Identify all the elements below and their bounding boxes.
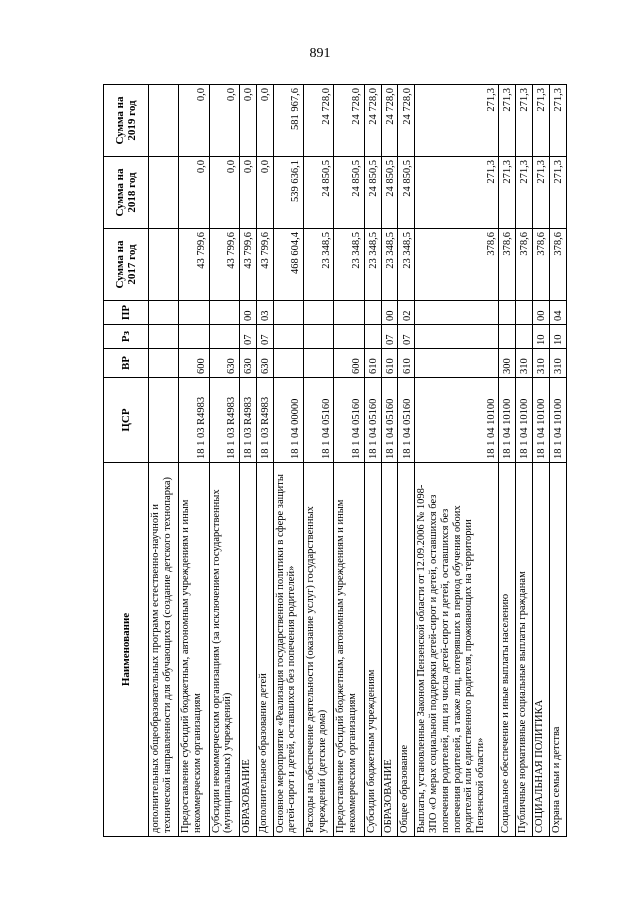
cell-sum-2019 [149,85,179,157]
cell-sum-2019: 271,3 [415,85,499,157]
cell-rz [334,325,364,349]
cell-sum-2019: 0,0 [256,85,273,157]
cell-sum-2019: 24 728,0 [381,85,398,157]
cell-vr: 610 [398,349,415,378]
cell-sum-2017: 43 799,6 [256,229,273,301]
cell-pr [179,301,209,325]
table-row [209,85,239,837]
cell-name: Субсидии бюджетным учреждениям [364,463,381,837]
cell-sum-2017: 23 348,5 [334,229,364,301]
header-sum-2019: Сумма на 2019 год [104,85,149,157]
cell-rz: 07 [398,325,415,349]
cell-csr: 18 1 03 R4983 [256,378,273,463]
cell-sum-2019: 24 728,0 [364,85,381,157]
cell-sum-2018: 271,3 [499,157,516,229]
cell-rz: 10 [549,325,566,349]
header-sum-2017: Сумма на 2017 год [104,229,149,301]
cell-vr: 310 [533,349,550,378]
cell-rz: 07 [381,325,398,349]
table-body [149,85,567,837]
table-header-row [104,85,149,837]
cell-sum-2017: 43 799,6 [179,229,209,301]
cell-vr [273,349,303,378]
cell-rz [516,325,533,349]
cell-sum-2018: 24 850,5 [398,157,415,229]
cell-csr: 18 1 03 R4983 [209,378,239,463]
cell-name: Основное мероприятие «Реализация государственной политики в сфере защиты детей-сирот и детей, оставшихся без попечения родителей» [273,463,303,837]
cell-sum-2018: 271,3 [549,157,566,229]
cell-sum-2017: 378,6 [415,229,499,301]
cell-sum-2018 [149,157,179,229]
budget-table [103,84,567,837]
cell-sum-2018: 0,0 [256,157,273,229]
cell-rz [273,325,303,349]
cell-vr: 600 [179,349,209,378]
cell-csr: 18 1 03 R4983 [239,378,256,463]
cell-pr [516,301,533,325]
cell-rz [415,325,499,349]
cell-name: Предоставление субсидий бюджетным, автономным учреждениям и иным некоммерческим организациям [179,463,209,837]
header-sum-2018: Сумма на 2018 год [104,157,149,229]
cell-sum-2017 [149,229,179,301]
cell-sum-2017: 23 348,5 [381,229,398,301]
cell-pr [364,301,381,325]
cell-pr: 00 [239,301,256,325]
cell-pr [334,301,364,325]
table-row [273,85,303,837]
table-row [533,85,550,837]
cell-name: ОБРАЗОВАНИЕ [239,463,256,837]
cell-name: дополнительных общеобразовательных программ естественно-научной и технической направленности для обучающихся (создание детского технопарка) [149,463,179,837]
header-pr: ПР [104,301,149,325]
cell-csr: 18 1 04 05160 [334,378,364,463]
cell-sum-2017: 43 799,6 [239,229,256,301]
cell-sum-2018: 271,3 [516,157,533,229]
cell-csr: 18 1 04 10100 [415,378,499,463]
table-row [381,85,398,837]
cell-pr [149,301,179,325]
cell-sum-2017: 378,6 [549,229,566,301]
cell-rz [179,325,209,349]
cell-vr: 610 [381,349,398,378]
cell-vr: 310 [549,349,566,378]
cell-name: Социальное обеспечение и иные выплаты населению [499,463,516,837]
cell-csr: 18 1 04 10100 [533,378,550,463]
cell-sum-2017: 23 348,5 [398,229,415,301]
table-row [549,85,566,837]
cell-csr: 18 1 04 05160 [364,378,381,463]
cell-name: ОБРАЗОВАНИЕ [381,463,398,837]
rotated-table-container [103,85,567,837]
cell-sum-2019: 271,3 [516,85,533,157]
cell-sum-2018: 271,3 [415,157,499,229]
cell-sum-2018: 24 850,5 [381,157,398,229]
cell-rz [499,325,516,349]
cell-sum-2019: 0,0 [209,85,239,157]
cell-name: Расходы на обеспечение деятельности (оказание услуг) государственных учреждений (детские дома) [304,463,334,837]
cell-pr [415,301,499,325]
cell-pr [304,301,334,325]
cell-sum-2019: 0,0 [179,85,209,157]
cell-name: Общее образование [398,463,415,837]
cell-sum-2018: 24 850,5 [364,157,381,229]
cell-pr: 04 [549,301,566,325]
cell-pr: 00 [381,301,398,325]
cell-name: Предоставление субсидий бюджетным, автономным учреждениям и иным некоммерческим организациям [334,463,364,837]
header-rz: Рз [104,325,149,349]
cell-sum-2018: 0,0 [239,157,256,229]
cell-rz: 07 [256,325,273,349]
cell-vr [149,349,179,378]
cell-sum-2017: 468 604,4 [273,229,303,301]
cell-rz [304,325,334,349]
cell-csr: 18 1 04 00000 [273,378,303,463]
cell-sum-2019: 24 728,0 [304,85,334,157]
table-row [256,85,273,837]
table-row [149,85,179,837]
cell-rz: 10 [533,325,550,349]
cell-rz [364,325,381,349]
cell-csr: 18 1 04 05160 [398,378,415,463]
table-row [516,85,533,837]
cell-sum-2018: 24 850,5 [304,157,334,229]
cell-name: Выплаты, установленные Законом Пензенской области от 12.09.2006 № 1098-ЗПО «О мерах социальной поддержки детей-сирот и детей, оставшихся без попечения родителей, лиц из числа детей-сирот и детей, оставшихся без попечения родителей, а также лиц, потерявших в период обучения обоих родителей или единственного родителя, проживающих на территории Пензенской области» [415,463,499,837]
table-row [415,85,499,837]
cell-sum-2017: 43 799,6 [209,229,239,301]
cell-csr: 18 1 04 05160 [304,378,334,463]
cell-vr: 630 [209,349,239,378]
cell-vr: 310 [516,349,533,378]
header-vr: ВР [104,349,149,378]
cell-vr: 630 [256,349,273,378]
cell-pr: 02 [398,301,415,325]
cell-sum-2019: 271,3 [549,85,566,157]
table-row [179,85,209,837]
cell-sum-2017: 23 348,5 [304,229,334,301]
cell-name: Публичные нормативные социальные выплаты гражданам [516,463,533,837]
cell-sum-2018: 271,3 [533,157,550,229]
table-row [398,85,415,837]
cell-sum-2018: 539 636,1 [273,157,303,229]
cell-sum-2019: 24 728,0 [398,85,415,157]
page-number: 891 [309,46,331,61]
cell-csr: 18 1 04 10100 [549,378,566,463]
header-name: Наименование [104,463,149,837]
cell-sum-2017: 378,6 [499,229,516,301]
cell-sum-2018: 0,0 [179,157,209,229]
cell-sum-2019: 271,3 [533,85,550,157]
table-row [334,85,364,837]
cell-csr: 18 1 04 05160 [381,378,398,463]
cell-vr: 600 [334,349,364,378]
cell-sum-2019: 24 728,0 [334,85,364,157]
cell-sum-2019: 0,0 [239,85,256,157]
cell-sum-2017: 378,6 [533,229,550,301]
cell-pr [499,301,516,325]
cell-sum-2017: 378,6 [516,229,533,301]
cell-csr [149,378,179,463]
cell-pr [273,301,303,325]
cell-vr: 300 [499,349,516,378]
table-row [499,85,516,837]
cell-csr: 18 1 04 10100 [499,378,516,463]
cell-sum-2018: 24 850,5 [334,157,364,229]
cell-sum-2018: 0,0 [209,157,239,229]
table-row [239,85,256,837]
cell-vr [415,349,499,378]
header-csr: ЦСР [104,378,149,463]
cell-name: Субсидии некоммерческим организациям (за исключением государственных (муниципальных) учреждений) [209,463,239,837]
cell-pr: 03 [256,301,273,325]
cell-sum-2019: 271,3 [499,85,516,157]
table-row [364,85,381,837]
cell-rz [149,325,179,349]
cell-rz: 07 [239,325,256,349]
cell-csr: 18 1 04 10100 [516,378,533,463]
cell-name: Дополнительное образование детей [256,463,273,837]
cell-vr [304,349,334,378]
cell-pr [209,301,239,325]
cell-csr: 18 1 03 R4983 [179,378,209,463]
table-row [304,85,334,837]
cell-rz [209,325,239,349]
cell-vr: 630 [239,349,256,378]
cell-vr: 610 [364,349,381,378]
cell-pr: 00 [533,301,550,325]
cell-name: СОЦИАЛЬНАЯ ПОЛИТИКА [533,463,550,837]
cell-sum-2019: 581 967,6 [273,85,303,157]
cell-name: Охрана семьи и детства [549,463,566,837]
cell-sum-2017: 23 348,5 [364,229,381,301]
